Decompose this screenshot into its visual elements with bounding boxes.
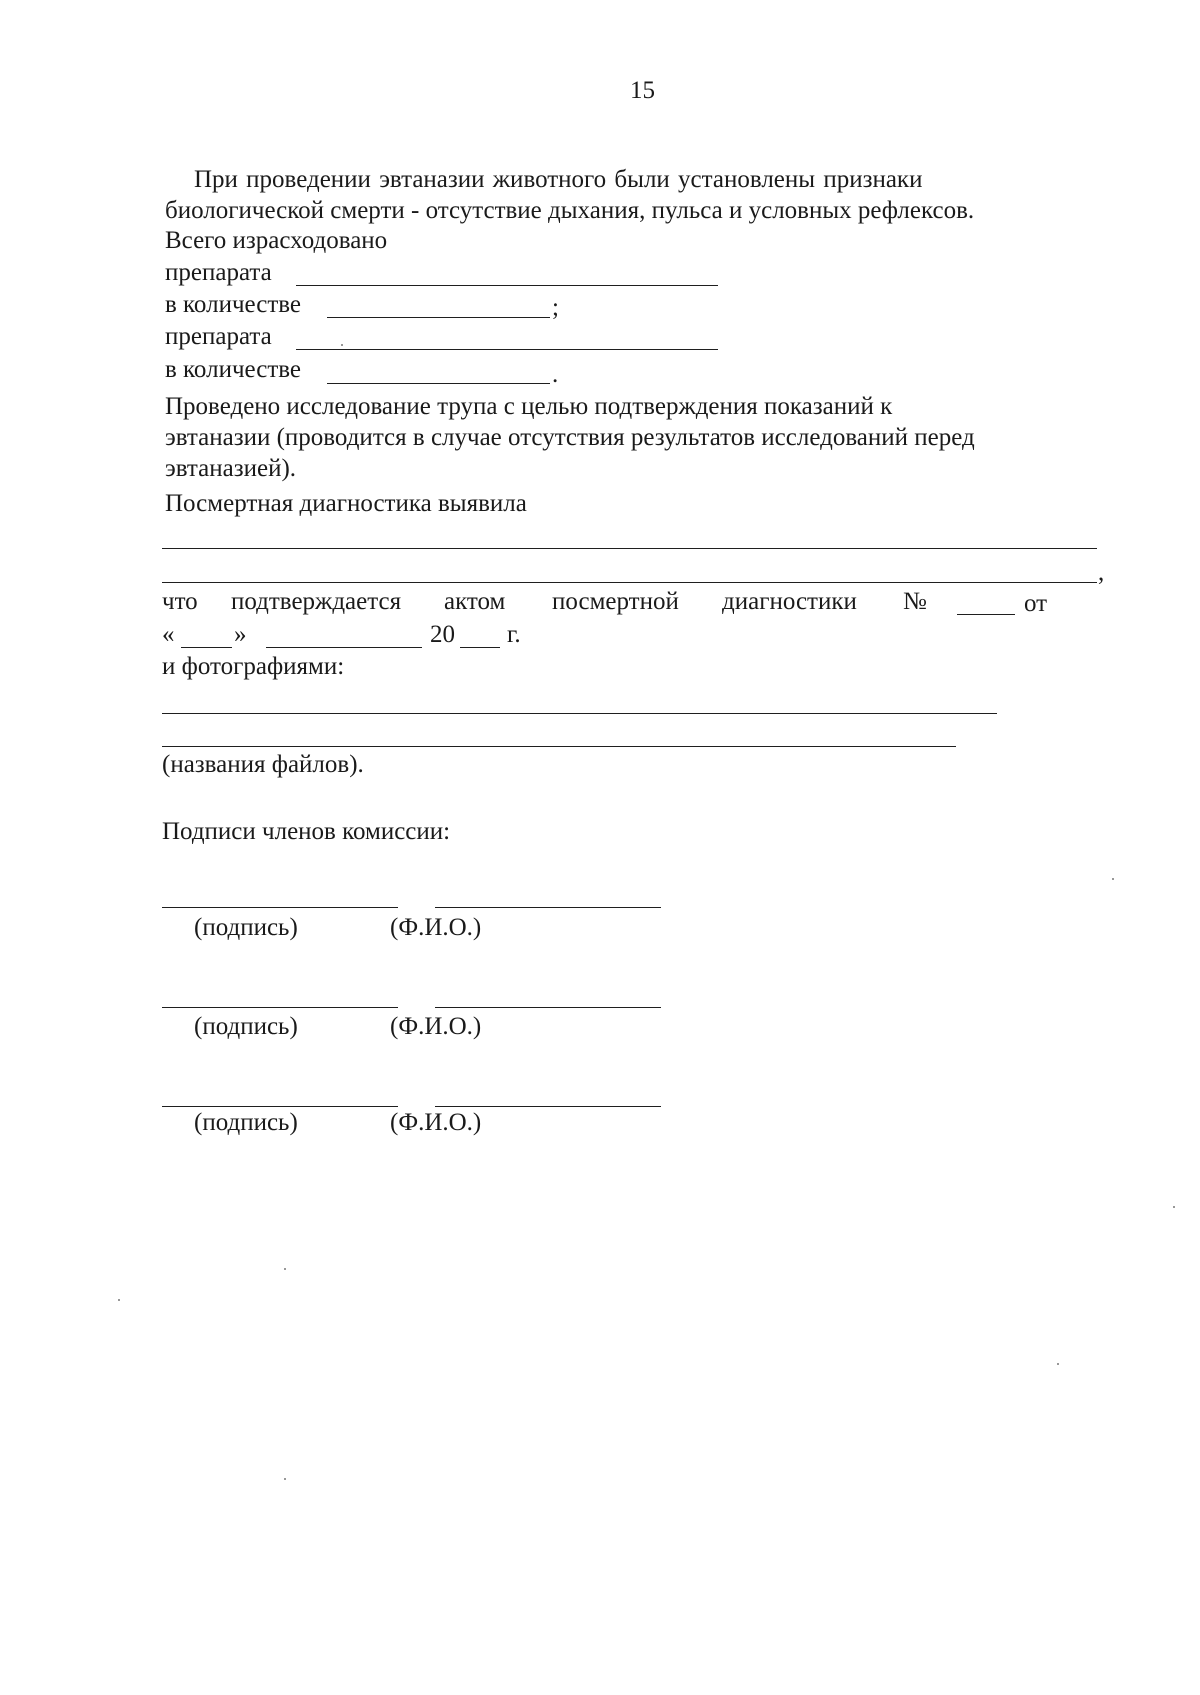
postmortem-result-comma: , xyxy=(1098,559,1105,586)
signature-3-name-line[interactable] xyxy=(435,1106,661,1107)
date-year-prefix: 20 xyxy=(430,621,455,648)
drug-1-qty-end: ; xyxy=(552,294,559,321)
act-word-3: актом xyxy=(444,588,506,615)
intro-line-1: При проведении эвтаназии животного были установлены признаки xyxy=(194,166,923,193)
drug-1-qty-field[interactable] xyxy=(327,317,550,318)
drug-1-label: препарата xyxy=(165,259,272,286)
drug-2-qty-end: . xyxy=(552,361,559,388)
research-line-2: эвтаназии (проводится в случае отсутствия результатов исследований перед xyxy=(165,424,975,451)
date-day-field[interactable] xyxy=(181,647,232,648)
date-open-quote: « xyxy=(162,621,175,648)
postmortem-result-line-2[interactable] xyxy=(162,582,1097,583)
signatures-heading: Подписи членов комиссии: xyxy=(162,818,451,845)
scan-speck xyxy=(284,1478,286,1480)
scan-speck xyxy=(1057,1363,1059,1365)
postmortem-result-line-1[interactable] xyxy=(162,548,1097,549)
photos-line-1[interactable] xyxy=(162,713,997,714)
act-word-from: от xyxy=(1024,590,1048,617)
page-number: 15 xyxy=(630,77,655,104)
date-month-field[interactable] xyxy=(266,647,422,648)
drug-2-qty-label: в количестве xyxy=(165,356,302,383)
drug-1-name-field[interactable] xyxy=(296,285,718,286)
signature-2-name-line[interactable] xyxy=(435,1007,661,1008)
act-word-5: диагностики xyxy=(722,588,857,615)
research-line-1: Проведено исследование трупа с целью подтверждения показаний к xyxy=(165,393,893,420)
signature-2-sign-line[interactable] xyxy=(162,1007,398,1008)
date-close-quote: » xyxy=(234,621,247,648)
research-line-3: эвтаназией). xyxy=(165,455,297,482)
scan-speck xyxy=(1112,878,1114,880)
drug-2-label: препарата xyxy=(165,323,272,350)
photos-label: и фотографиями: xyxy=(162,653,345,680)
act-number-sign: № xyxy=(903,588,927,615)
scan-speck xyxy=(284,1268,286,1270)
signature-3-sign-line[interactable] xyxy=(162,1106,398,1107)
scan-speck xyxy=(118,1299,120,1301)
signature-2-name-label: (Ф.И.О.) xyxy=(390,1013,482,1040)
drug-2-qty-field[interactable] xyxy=(327,383,550,384)
act-number-field[interactable] xyxy=(957,614,1015,615)
signature-3-name-label: (Ф.И.О.) xyxy=(390,1109,482,1136)
signature-1-name-label: (Ф.И.О.) xyxy=(390,914,482,941)
postmortem-label: Посмертная диагностика выявила xyxy=(165,490,527,517)
intro-line-3: Всего израсходовано xyxy=(165,227,388,254)
photos-line-2[interactable] xyxy=(162,746,956,747)
act-word-1: что xyxy=(162,588,198,615)
scan-speck xyxy=(341,344,343,346)
date-year-field[interactable] xyxy=(460,647,500,648)
scan-speck xyxy=(1173,1206,1175,1208)
signature-2-sign-label: (подпись) xyxy=(194,1013,298,1040)
signature-3-sign-label: (подпись) xyxy=(194,1109,298,1136)
date-year-suffix: г. xyxy=(507,621,521,648)
act-word-2: подтверждается xyxy=(231,588,402,615)
signature-1-name-line[interactable] xyxy=(435,907,661,908)
intro-line-2: биологической смерти - отсутствие дыхания, пульса и условных рефлексов. xyxy=(165,197,975,224)
act-word-4: посмертной xyxy=(552,588,679,615)
signature-1-sign-line[interactable] xyxy=(162,907,398,908)
drug-1-qty-label: в количестве xyxy=(165,291,302,318)
signature-1-sign-label: (подпись) xyxy=(194,914,298,941)
drug-2-name-field[interactable] xyxy=(296,349,718,350)
files-note: (названия файлов). xyxy=(162,751,364,778)
